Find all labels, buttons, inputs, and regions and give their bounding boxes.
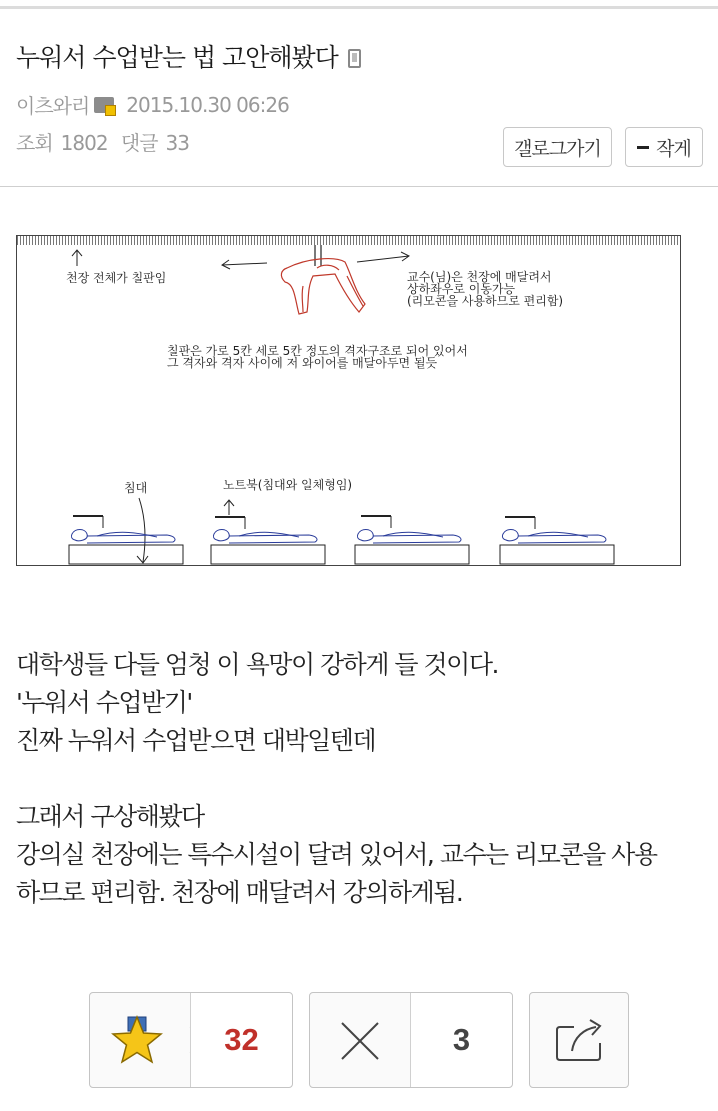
- board-label-2: 그 격자와 격자 사이에 저 와이어를 매달아두면 될듯: [167, 356, 438, 370]
- not-recommend-count: 3: [411, 993, 512, 1087]
- comments-label: 댓글: [120, 131, 158, 155]
- post-author-row: [16, 90, 289, 119]
- recommend-button[interactable]: [89, 992, 293, 1088]
- header-divider: [0, 186, 718, 187]
- bed-label: 침대: [124, 481, 148, 495]
- laptop-arrow-icon: [224, 500, 234, 515]
- shrink-button-label: 작게: [656, 137, 691, 160]
- minus-icon: [637, 146, 649, 149]
- arrow-up-icon: [72, 250, 82, 266]
- board-label-1: 칠판은 가로 5칸 세로 5칸 정도의 격자구조로 되어 있어서: [167, 344, 468, 358]
- professor-label-2: 상하좌우로 이동가능: [407, 282, 516, 296]
- post-image-drawing[interactable]: [16, 235, 681, 566]
- ceiling-strip: [17, 236, 680, 245]
- bed-arrow-icon: [137, 498, 148, 563]
- professor-figure: [281, 245, 365, 314]
- ceiling-label: 천장 전체가 칠판임: [66, 271, 167, 285]
- views-label: 조회: [16, 131, 53, 155]
- paragraph-gap: [16, 760, 706, 798]
- gallog-button-label: 갤로그가기: [514, 137, 601, 160]
- share-icon: [530, 993, 628, 1087]
- content-line: 강의실 천장에는 특수시설이 달려 있어서, 교수는 리모콘을 사용: [16, 840, 657, 869]
- shrink-button[interactable]: [625, 127, 703, 167]
- content-line: 진짜 누워서 수업받으면 대박일텐데: [16, 726, 376, 755]
- member-level-icon: [94, 97, 114, 113]
- post-title: 누워서 수업받는 법 고안해봤다: [16, 43, 338, 72]
- comments-count: 33: [165, 131, 189, 155]
- share-button[interactable]: [529, 992, 629, 1088]
- content-line: 하므로 편리함. 천장에 매달려서 강의하게됨.: [16, 878, 463, 907]
- bed-2: [211, 517, 325, 564]
- views-count: 1802: [60, 131, 108, 155]
- post-content: [16, 646, 706, 912]
- recommend-count: 32: [191, 993, 292, 1087]
- laptop-label: 노트북(침대와 일체형임): [223, 478, 353, 492]
- post-stats: [16, 127, 197, 156]
- post-title-row: [16, 38, 706, 78]
- professor-label-1: 교수(님)은 천장에 매달려서: [407, 270, 552, 284]
- arrow-left-icon: [222, 260, 267, 269]
- content-line: '누워서 수업받기': [16, 688, 192, 717]
- bed-4: [500, 517, 614, 564]
- author-name[interactable]: 이츠와리: [16, 94, 90, 118]
- close-x-icon: [310, 993, 410, 1087]
- bed-3: [355, 516, 469, 564]
- content-line: 그래서 구상해봤다: [16, 802, 204, 831]
- gallog-button[interactable]: [503, 127, 612, 167]
- mobile-icon: [348, 49, 361, 68]
- content-line: 대학생들 다들 엄청 이 욕망이 강하게 들 것이다.: [16, 650, 498, 679]
- top-divider: [0, 6, 718, 9]
- arrow-right-icon: [357, 252, 409, 262]
- star-badge-icon: [90, 993, 190, 1087]
- post-datetime: 2015.10.30 06:26: [126, 92, 289, 117]
- not-recommend-button[interactable]: [309, 992, 513, 1088]
- bed-1: [69, 516, 183, 564]
- professor-label-3: (리모콘을 사용하므로 편리함): [407, 294, 564, 308]
